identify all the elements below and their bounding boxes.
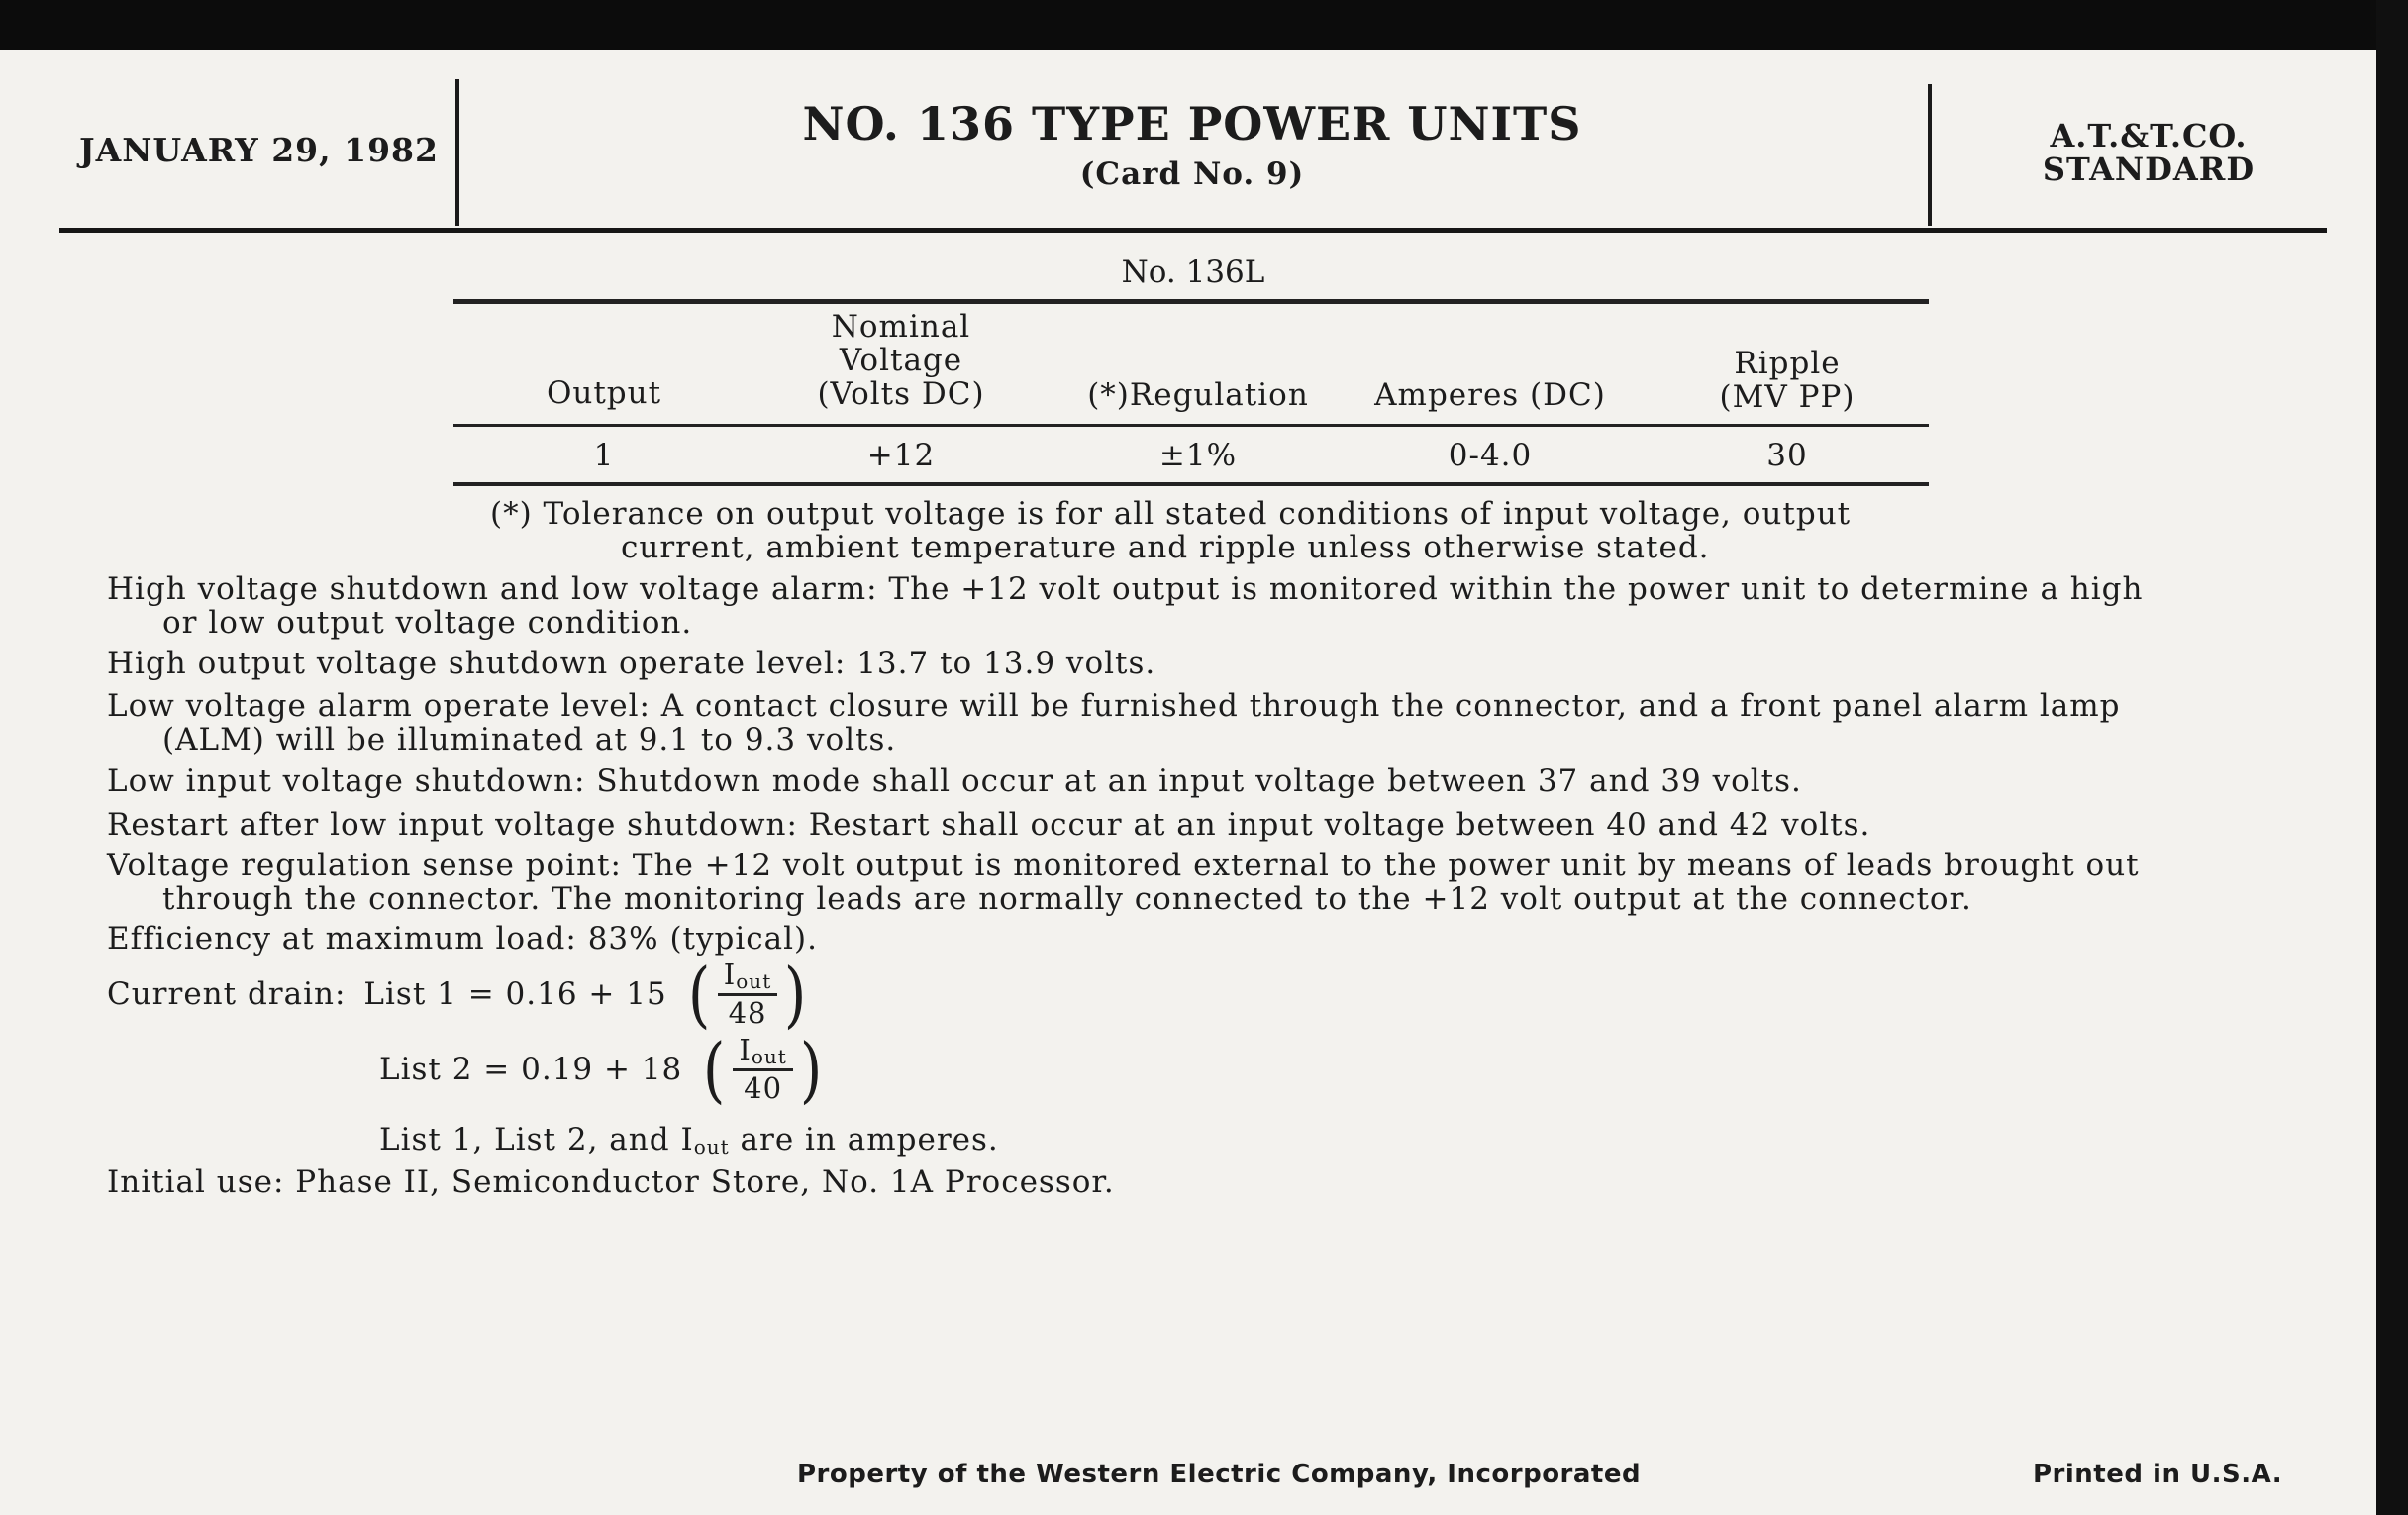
footer-property: Property of the Western Electric Company, Incorporated bbox=[797, 1460, 1642, 1489]
table-caption: No. 136L bbox=[1121, 254, 1265, 290]
cell-nominal-voltage: +12 bbox=[866, 438, 936, 473]
column-header-regulation: (*)Regulation bbox=[1087, 377, 1309, 413]
header-date: JANUARY 29, 1982 bbox=[79, 131, 439, 169]
header-divider-right bbox=[1928, 84, 1932, 226]
paragraph-regulation-sense-point: Voltage regulation sense point: The +12 volt output is monitored external to the power unit by means of leads brought out through the connector. The monitoring leads are normally connected to the +12 volt output at the connector. bbox=[107, 848, 2140, 917]
paragraph-restart: Restart after low input voltage shutdown: Restart shall occur at an input voltage between 40 and 42 volts. bbox=[107, 807, 1871, 843]
cell-amperes: 0-4.0 bbox=[1448, 438, 1533, 473]
paragraph-high-output-shutdown: High output voltage shutdown operate level: 13.7 to 13.9 volts. bbox=[107, 646, 1156, 681]
fraction-list-1: $\frac{I_{out}}{48}$ bbox=[718, 959, 777, 1030]
table-bottom-rule bbox=[453, 482, 1929, 486]
paragraph-initial-use: Initial use: Phase II, Semiconductor Store, No. 1A Processor. bbox=[107, 1164, 1115, 1200]
header-rule bbox=[59, 228, 2327, 233]
column-header-ripple: Ripple (MV PP) bbox=[1719, 346, 1856, 415]
column-header-output: Output bbox=[546, 375, 662, 411]
current-drain-label: Current drain: bbox=[107, 976, 347, 1012]
column-header-amperes: Amperes (DC) bbox=[1374, 377, 1606, 413]
standard-line-1: A.T.&T.CO. bbox=[2050, 117, 2248, 154]
list-1-expression: List 1 = 0.16 + 15 bbox=[363, 976, 667, 1012]
footer-printed: Printed in U.S.A. bbox=[2033, 1460, 2283, 1489]
table-footnote: (*) Tolerance on output voltage is for all stated conditions of input voltage, output current, ambient temperature and ripple unless otherwise stated. bbox=[490, 496, 1852, 565]
cell-regulation: ±1% bbox=[1158, 438, 1238, 473]
standard-line-2: STANDARD bbox=[2042, 151, 2256, 188]
paragraph-efficiency: Efficiency at maximum load: 83% (typical). bbox=[107, 921, 818, 957]
list-2-expression: List 2 = 0.19 + 18 bbox=[379, 1052, 683, 1087]
paragraph-high-voltage-shutdown: High voltage shutdown and low voltage alarm: The +12 volt output is monitored within the power unit to determine a high or low output voltage condition. bbox=[107, 571, 2144, 641]
right-paren: ) bbox=[799, 1028, 823, 1111]
current-drain-list-1 bbox=[107, 953, 812, 1036]
page-title: NO. 136 TYPE POWER UNITS bbox=[802, 97, 1582, 151]
cell-output: 1 bbox=[593, 438, 615, 473]
scan-right-border bbox=[2376, 0, 2408, 1515]
page-subtitle: (Card No. 9) bbox=[1079, 156, 1305, 192]
scan-top-border bbox=[0, 0, 2408, 55]
fraction-list-2: $\frac{I_{out}}{40}$ bbox=[733, 1034, 792, 1105]
left-paren: ( bbox=[703, 1028, 727, 1111]
standard-label bbox=[1941, 119, 2357, 186]
units-note: List 1, List 2, and $I_{out}$ are in amperes. bbox=[379, 1122, 999, 1159]
left-paren: ( bbox=[687, 953, 711, 1036]
table-top-rule bbox=[453, 299, 1929, 304]
cell-ripple: 30 bbox=[1766, 438, 1808, 473]
right-paren: ) bbox=[784, 953, 808, 1036]
paragraph-low-input-shutdown: Low input voltage shutdown: Shutdown mode shall occur at an input voltage between 37 and 39 volts. bbox=[107, 763, 1802, 799]
paragraph-low-voltage-alarm: Low voltage alarm operate level: A contact closure will be furnished through the connector, and a front panel alarm lamp (ALM) will be illuminated at 9.1 to 9.3 volts. bbox=[107, 688, 2121, 758]
column-header-nominal-voltage: Nominal Voltage (Volts DC) bbox=[817, 309, 985, 412]
current-drain-list-2 bbox=[379, 1028, 828, 1111]
table-header-rule bbox=[453, 424, 1929, 427]
